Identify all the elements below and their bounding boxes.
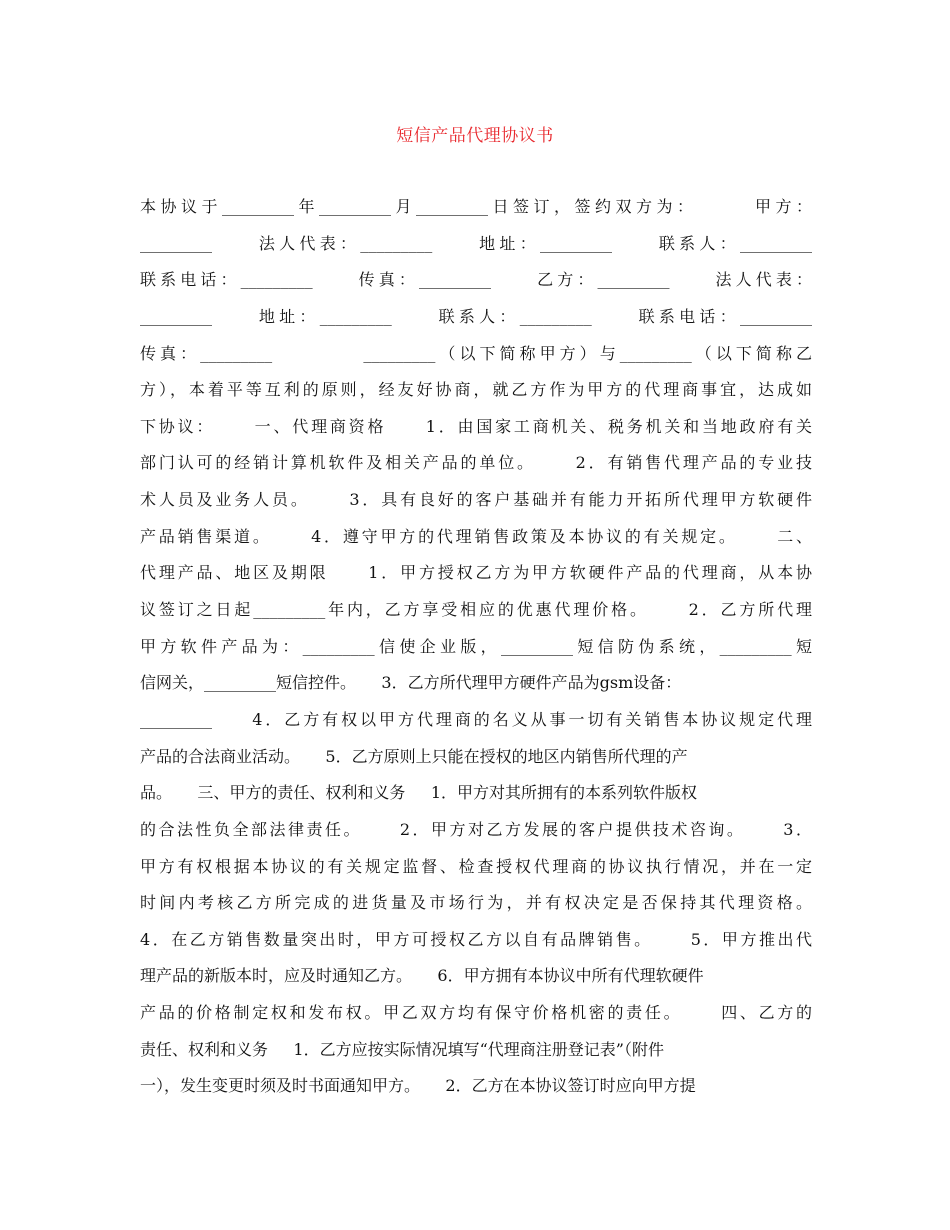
body-line: 甲方有权根据本协议的有关规定监督、检查授权代理商的协议执行情况，并在一定	[140, 856, 812, 876]
body-line: 的合法性负全部法律责任。 2．甲方对乙方发展的客户提供技术咨询。 3．	[140, 819, 812, 839]
body-line: 产品销售渠道。 4．遵守甲方的代理销售政策及本协议的有关规定。 二、	[140, 526, 812, 546]
document-body	[140, 193, 812, 1109]
body-line: 本协议于_________年_________月_________日签订，签约双方为： 甲方：	[140, 197, 812, 216]
body-line: 下协议： 一、代理商资格 1．由国家工商机关、税务机关和当地政府有关	[140, 416, 812, 436]
body-line: 一），发生变更时须及时书面通知甲方。 2．乙方在本协议签订时应向甲方提	[140, 1076, 696, 1096]
body-line: 产品的价格制定权和发布权。甲乙双方均有保守价格机密的责任。 四、乙方的	[140, 1003, 812, 1023]
body-line: 代理产品、地区及期限 1．甲方授权乙方为甲方软硬件产品的代理商，从本协	[140, 563, 812, 583]
body-line: _________ 法人代表：_________ 地址：_________ 联系人：_________	[140, 233, 812, 253]
body-line: 信网关，_________短信控件。 3．乙方所代理甲方硬件产品为gsm设备：	[140, 673, 682, 693]
body-line: 方），本着平等互利的原则，经友好协商，就乙方作为甲方的代理商事宜，达成如	[140, 380, 812, 400]
body-line: 术人员及业务人员。 3．具有良好的客户基础并有能力开拓所代理甲方软硬件	[140, 490, 812, 510]
body-line: 议签订之日起_________年内，乙方享受相应的优惠代理价格。 2．乙方所代理	[140, 600, 812, 620]
body-line: 产品的合法商业活动。 5．乙方原则上只能在授权的地区内销售所代理的产	[140, 746, 688, 766]
body-line: 联系电话：_________ 传真：_________ 乙方：_________ 法人代表：	[140, 270, 812, 290]
body-line: 时间内考核乙方所完成的进货量及市场行为，并有权决定是否保持其代理资格。	[140, 893, 812, 913]
body-line: 理产品的新版本时，应及时通知乙方。 6．甲方拥有本协议中所有代理软硬件	[140, 966, 704, 986]
body-line: _________ 地址：_________ 联系人：_________ 联系电话：_________	[140, 306, 812, 326]
body-line: _________ 4．乙方有权以甲方代理商的名义从事一切有关销售本协议规定代理	[140, 709, 812, 729]
document-title: 短信产品代理协议书	[396, 126, 554, 146]
body-line: 部门认可的经销计算机软件及相关产品的单位。 2．有销售代理产品的专业技	[140, 453, 812, 473]
body-line: 4．在乙方销售数量突出时，甲方可授权乙方以自有品牌销售。 5．甲方推出代	[140, 929, 812, 949]
body-line: 甲方软件产品为：_________信使企业版，_________短信防伪系统，_________短	[140, 636, 812, 656]
body-line: 责任、权利和义务 1．乙方应按实际情况填写“代理商注册登记表”（附件	[140, 1039, 664, 1059]
body-line: 品。 三、甲方的责任、权利和义务 1．甲方对其所拥有的本系列软件版权	[140, 783, 698, 803]
body-line: 传真：_________ _________（以下简称甲方）与_________（以下简称乙	[140, 343, 812, 363]
